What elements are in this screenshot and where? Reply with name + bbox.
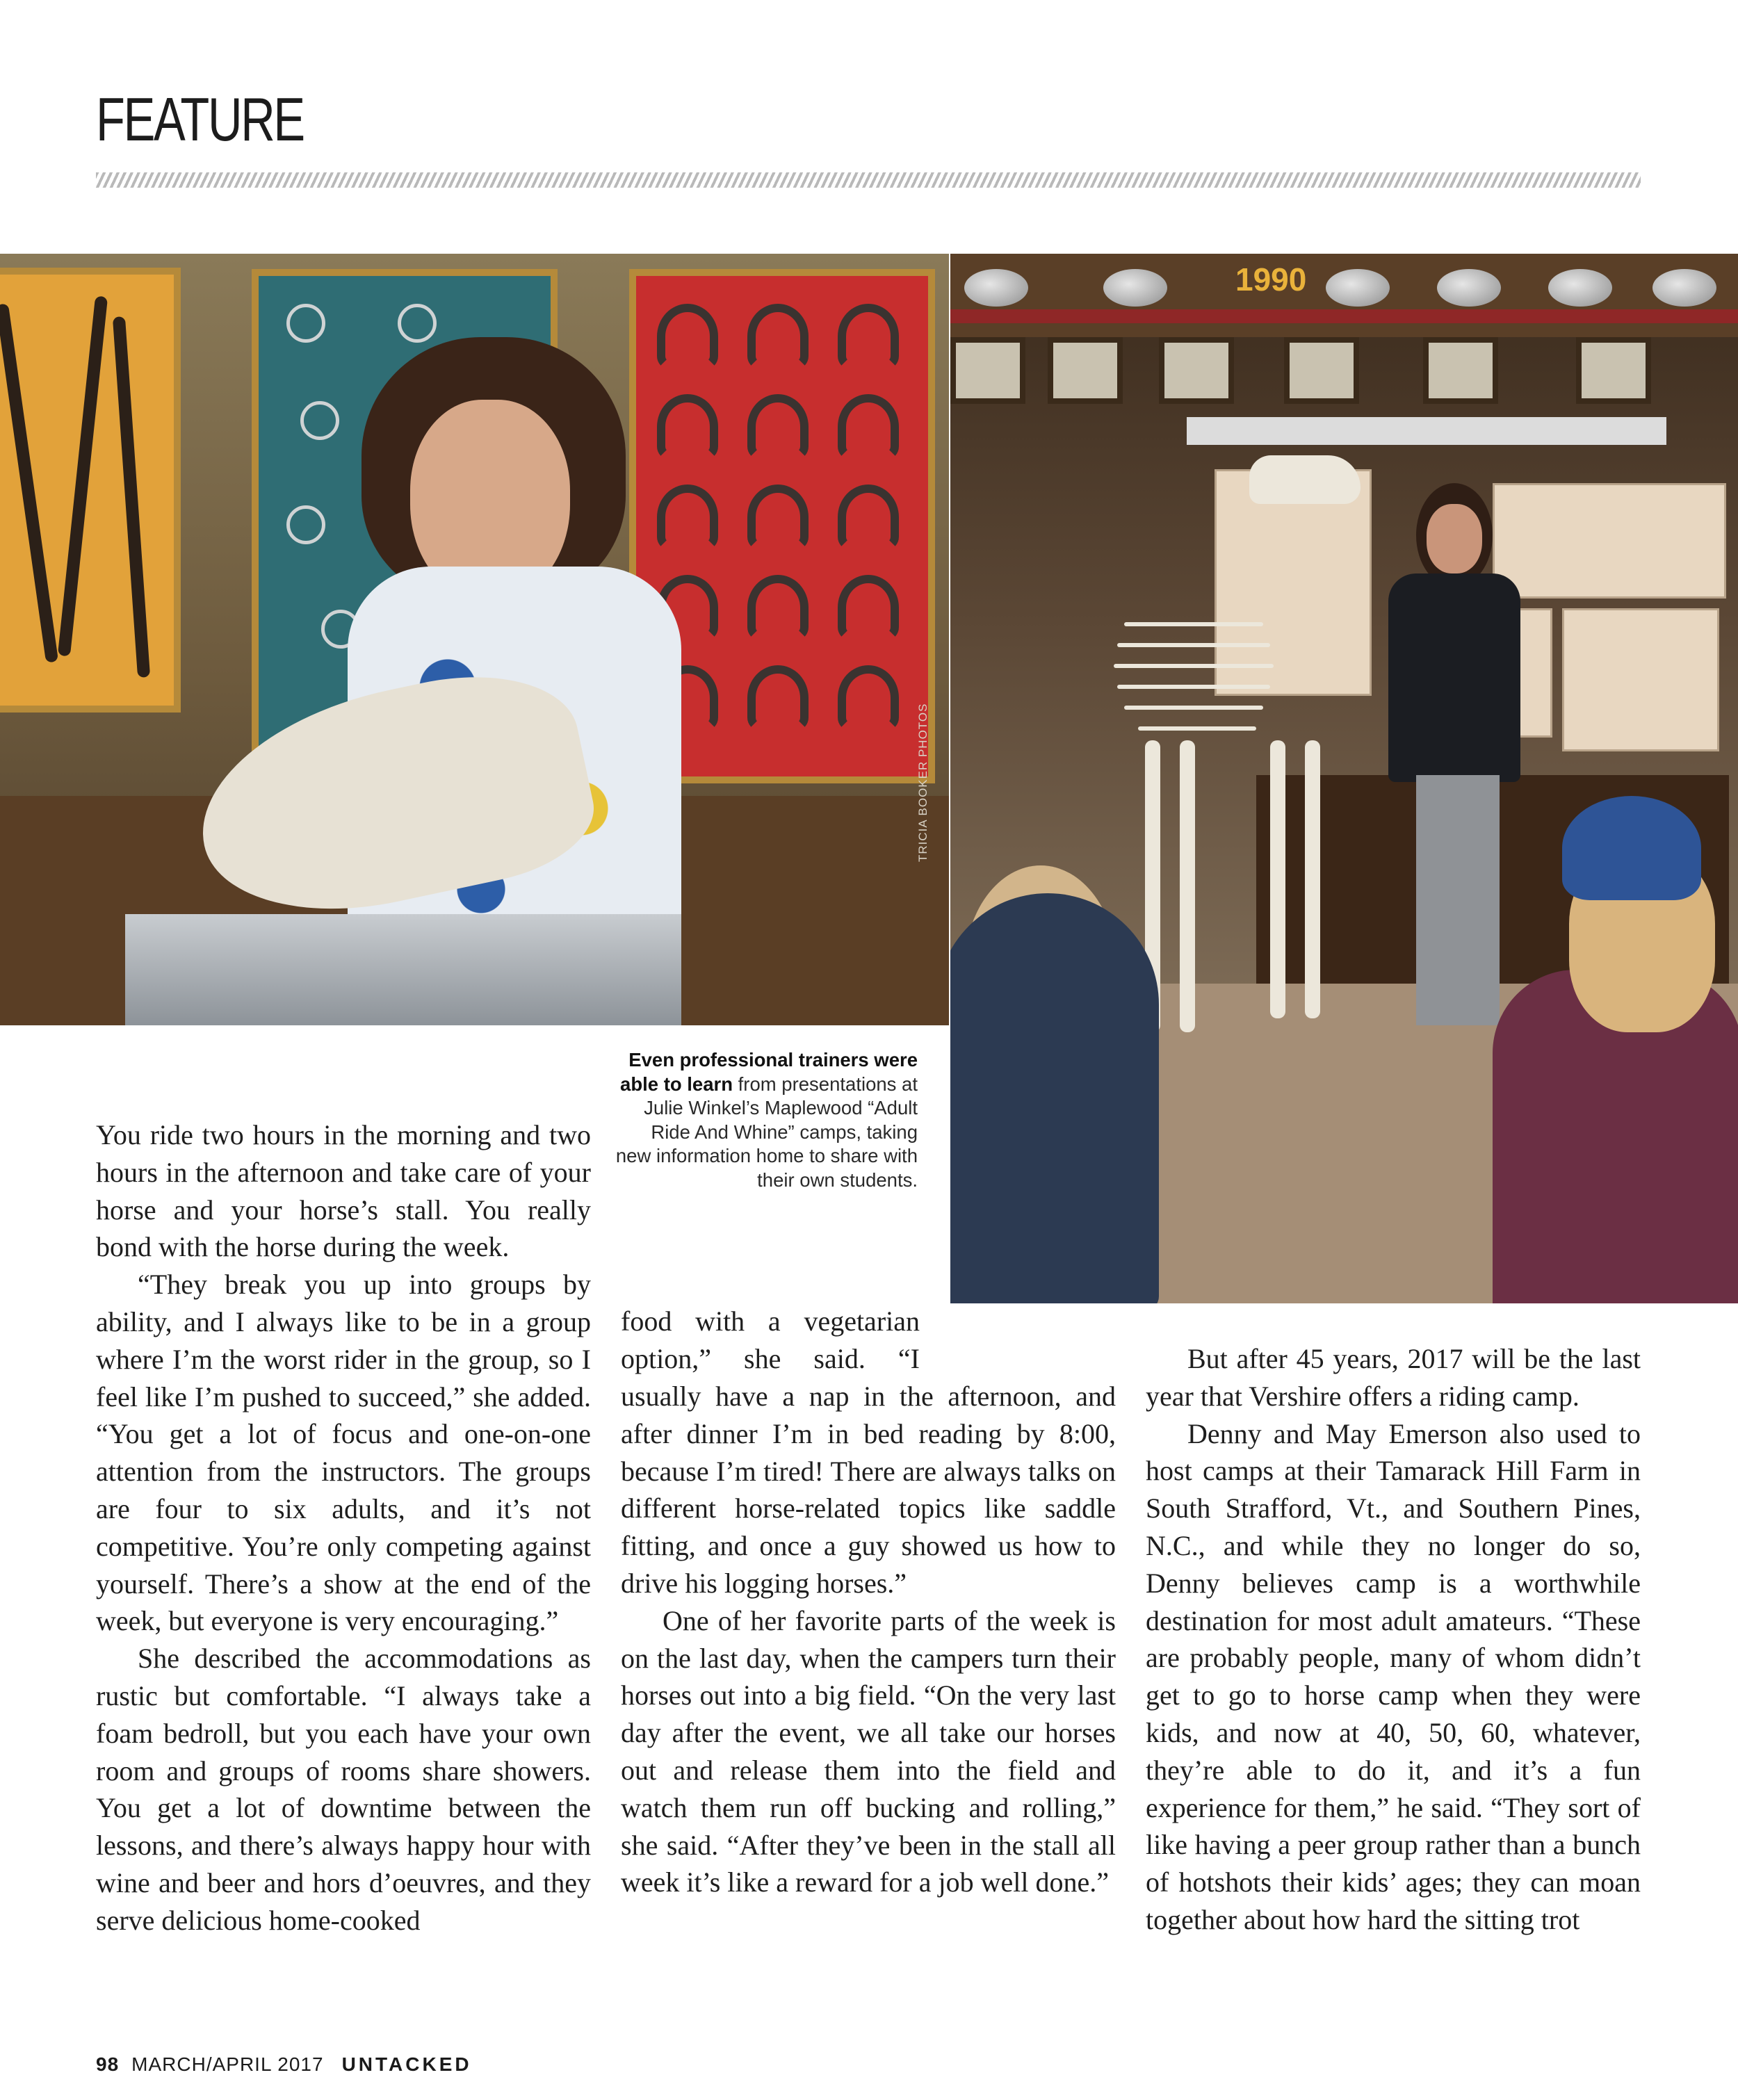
year-sign: 1990	[1235, 261, 1307, 298]
metal-crate	[125, 914, 681, 1025]
caption-lead: Even professional trainers were able to learn	[620, 1049, 918, 1095]
issue-date: MARCH/APRIL 2017	[131, 2053, 324, 2075]
page-footer	[96, 2053, 472, 2076]
page-number: 98	[96, 2053, 120, 2075]
bridle-display-frame	[0, 268, 181, 713]
magazine-name: UNTACKED	[341, 2053, 472, 2075]
paragraph: One of her favorite parts of the week is on the last day, when the campers turn their horses out into a big field. “On the very last day after the event, we all take our horses out and release them into the field and watch them run off bucking and rolling,” she said. “After they’ve been in the stall all week it’s like a reward for a job well done.”	[621, 1604, 1116, 1898]
body-column-2	[621, 1378, 1116, 1901]
paragraph: But after 45 years, 2017 will be the last year that Vershire offers a riding camp.	[1146, 1343, 1641, 1412]
photo-credit: TRICIA BOOKER PHOTOS	[916, 703, 929, 862]
photo-caption	[612, 1048, 918, 1192]
blue-cap	[1562, 796, 1701, 900]
body-column-2-top	[621, 1303, 920, 1378]
caption-body: from presentations at Julie Winkel’s Maplewood “Adult Ride And Whine” camps, taking new information home to share with their own students.	[615, 1073, 918, 1191]
section-label: FEATURE	[96, 85, 304, 154]
trainer-figure-right	[1367, 483, 1527, 1039]
paragraph: food with a vegetarian option,” she said. “I	[621, 1305, 920, 1374]
audience-jacket-left	[950, 893, 1159, 1303]
hatched-divider	[96, 172, 1641, 188]
paragraph: usually have a nap in the afternoon, and after dinner I’m in bed reading by 8:00, because I’m tired! There are always talks on different horse-related topics like saddle fitting, and once a guy showed us how to drive his logging horses.”	[621, 1381, 1116, 1599]
paragraph: Denny and May Emerson also used to host camps at their Tamarack Hill Farm in South Strafford, Vt., and Southern Pines, N.C., and while they no longer do so, Denny believes camp is a worthwhile destination for most adult amateurs. “These are probably people, many of whom didn’t get to go to horse camp when they were kids, and now at 40, 50, 60, whatever, they’re able to do it, and it’s a fun experience for them,” he said. “They sort of like having a peer group rather than a bunch of hotshots their kids’ ages; they can moan together about how hard the sitting trot	[1146, 1417, 1641, 1935]
paragraph: She described the accommodations as rustic but comfortable. “I always take a foam bedroll, but you each have your own room and groups of rooms share showers. You get a lot of downtime between the lessons, and there’s always happy hour with wine and beer and hors d’oeuvres, and they serve delicious home-cooked	[96, 1643, 591, 1936]
body-column-1	[96, 1116, 591, 1939]
body-column-3	[1146, 1340, 1641, 1939]
paragraph: “They break you up into groups by ability, and I always like to be in a group where I’m the worst rider in the group, so I feel like I’m pushed to succeed,” she added. “You get a lot of focus and one-on-one attention from the instructors. The groups are four to six adults, and it’s not competitive. You’re only competing against yourself. There’s a show at the end of the week, but everyone is very encouraging.”	[96, 1269, 591, 1637]
photo-trainer-with-horse-skeleton	[950, 254, 1738, 1303]
paragraph: You ride two hours in the morning and two hours in the afternoon and take care of your horse and your horse’s stall. You really bond with the horse during the week.	[96, 1119, 591, 1263]
photo-trainer-with-horse-skull	[0, 254, 949, 1025]
